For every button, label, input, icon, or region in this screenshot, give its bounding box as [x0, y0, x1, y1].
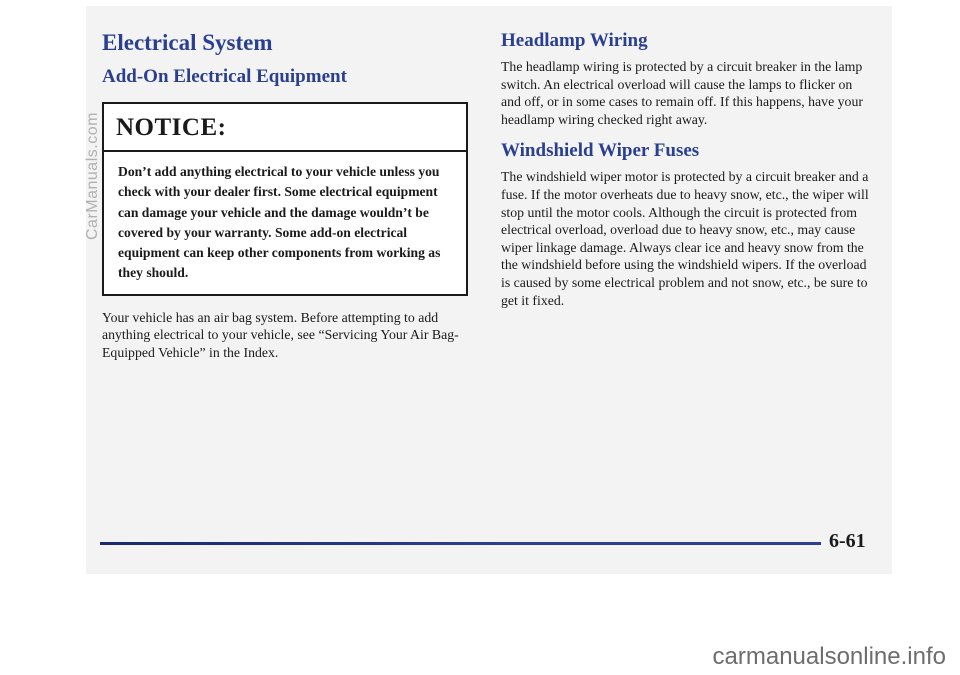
subsection-title: Add-On Electrical Equipment [102, 66, 347, 87]
page-number: 6-61 [829, 530, 866, 552]
side-watermark: CarManuals.com [84, 112, 101, 240]
section-title: Electrical System [102, 30, 273, 55]
bottom-watermark: carmanualsonline.info [712, 643, 946, 670]
wiper-fuses-title: Windshield Wiper Fuses [501, 140, 700, 162]
headlamp-wiring-text: The headlamp wiring is protected by a circuit breaker in the lamp switch. An electrical overload will cause the lamps to flicker on and off, or in some cases to remain off. If this happens, have your headlamp wiring checked right away. [501, 59, 863, 127]
right-column [501, 28, 873, 309]
notice-heading: NOTICE: [104, 104, 466, 152]
footer-rule [100, 542, 821, 545]
notice-text: Don’t add anything electrical to your vehicle unless you check with your dealer first. Some electrical equipment can damage your vehicle and the damage wouldn’t be covered by your warranty. Some add-on electrical equipment can keep other components from working as they should. [118, 164, 441, 281]
left-column [102, 28, 472, 362]
notice-box [102, 102, 468, 296]
headlamp-wiring-title: Headlamp Wiring [501, 30, 648, 51]
airbag-paragraph: Your vehicle has an air bag system. Before attempting to add anything electrical to your vehicle, see “Servicing Your Air Bag-Equipped Vehicle” in the Index. [102, 309, 459, 360]
wiper-fuses-text: The windshield wiper motor is protected by a circuit breaker and a fuse. If the motor overheats due to heavy snow, etc., the wiper will stop until the motor cools. Although the circuit is protected from electrical overload, overload due to heavy snow, etc., may cause wiper linkage damage. Always clear ice and heavy snow from the the windshield before using the windshield wipers. If the overload is caused by some electrical problem and not snow, etc., be sure to get it fixed. [501, 169, 869, 308]
